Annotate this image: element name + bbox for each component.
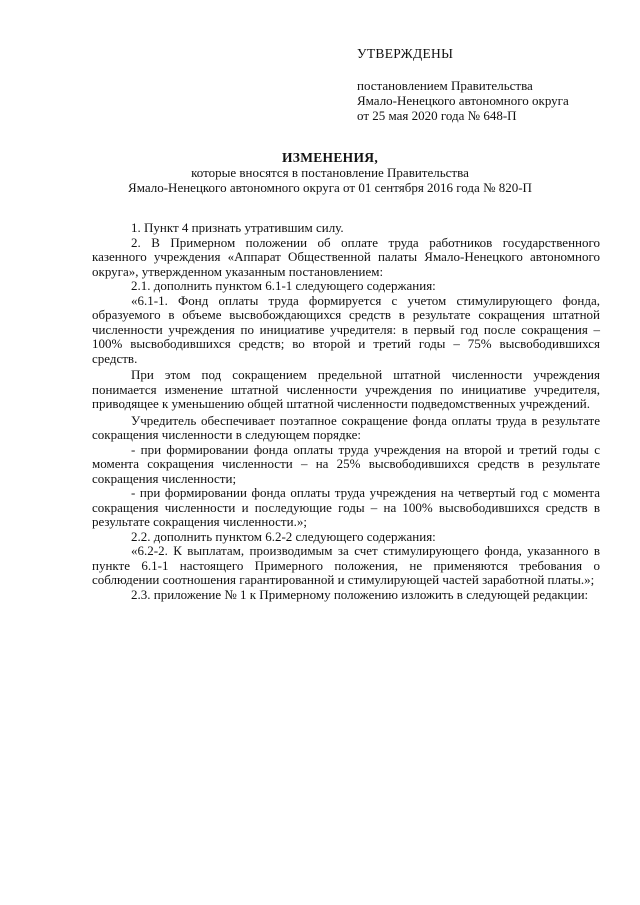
paragraph-reduction-definition: При этом под сокращением предельной штатной численности учреждения понимается изменение штатной численности учреждения по инициативе учредителя, приводящее к уменьшению общей штатной численности подведомственных учреждений. bbox=[92, 367, 600, 411]
paragraph-founder-duty: Учредитель обеспечивает поэтапное сокращение фонда оплаты труда в результате сокращения численности в следующем порядке: bbox=[92, 412, 600, 442]
approval-title: УТВЕРЖДЕНЫ bbox=[357, 46, 454, 61]
paragraph-quote-6-2-2: «6.2-2. К выплатам, производимым за счет стимулирующего фонда, указанного в пункте 6.1-1 настоящего Примерного положения, не применяются требования о соблюдении соотношения гарантированной и стимулирующей частей заработной платы.»; bbox=[92, 543, 600, 587]
approval-line: Ямало-Ненецкого автономного округа bbox=[357, 93, 569, 108]
paragraph-item-2: 2. В Примерном положении об оплате труда работников государственного казенного учреждения «Аппарат Общественной палаты Ямало-Ненецкого автономного округа», утвержденном указанным постановлением: bbox=[92, 234, 600, 279]
approval-line: постановлением Правительства bbox=[357, 78, 533, 93]
paragraph-item-1: 1. Пункт 4 признать утратившим силу. bbox=[131, 220, 344, 235]
approval-stamp bbox=[357, 46, 627, 123]
document-title: ИЗМЕНЕНИЯ, bbox=[281, 150, 378, 165]
document-heading bbox=[90, 150, 570, 195]
document-body bbox=[92, 221, 600, 602]
document-subtitle-line: которые вносятся в постановление Правительства bbox=[191, 165, 469, 180]
paragraph-bullet-fourth-year: - при формировании фонда оплаты труда учреждения на четвертый год с момента сокращения численности и последующие годы – на 100% высвободившихся средств в результате сокращения численности.»; bbox=[92, 485, 600, 529]
paragraph-item-2-1: 2.1. дополнить пунктом 6.1-1 следующего содержания: bbox=[131, 278, 436, 293]
paragraph-item-2-2: 2.2. дополнить пунктом 6.2-2 следующего содержания: bbox=[131, 528, 436, 544]
paragraph-bullet-second-third-year: - при формировании фонда оплаты труда учреждения на второй и третий годы с момента сокращения численности – на 25% высвободившихся средств в результате сокращения численности; bbox=[92, 441, 600, 486]
document-subtitle-line: Ямало-Ненецкого автономного округа от 01 сентября 2016 года № 820-П bbox=[128, 180, 532, 195]
approval-line: от 25 мая 2020 года № 648-П bbox=[357, 108, 517, 123]
paragraph-item-2-3: 2.3. приложение № 1 к Примерному положению изложить в следующей редакции: bbox=[131, 586, 589, 602]
paragraph-quote-6-1-1: «6.1-1. Фонд оплаты труда формируется с учетом стимулирующего фонда, образуемого в объеме высвобождающихся средств в результате сокращения штатной численности учреждения по инициативе учредителя: в первый год после сокращения – 100% высвободившихся средств; во второй и третий годы – 75% высвободившихся средств. bbox=[92, 292, 600, 366]
